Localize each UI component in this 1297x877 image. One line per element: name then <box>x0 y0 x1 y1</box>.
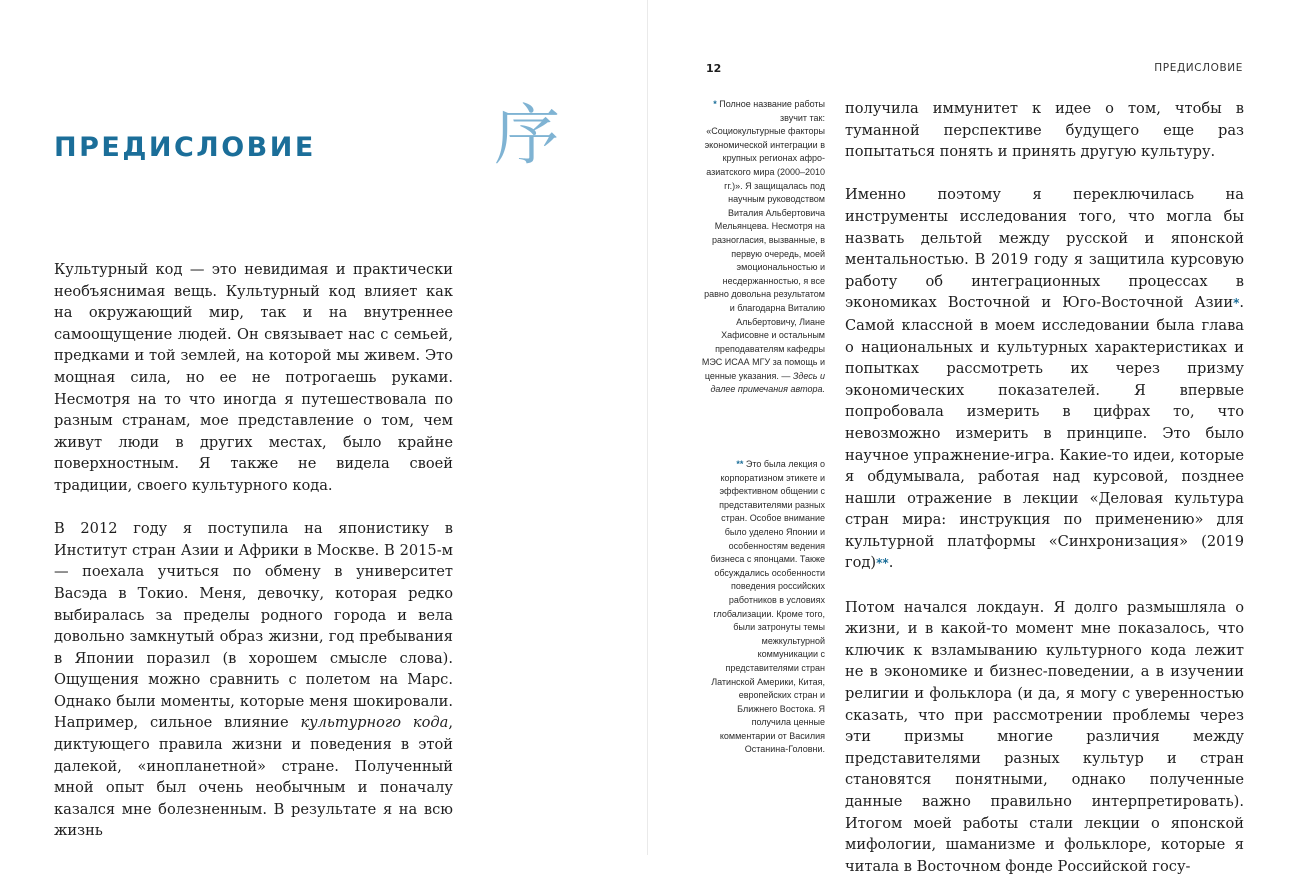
footnote-ref-2[interactable]: ** <box>876 556 889 571</box>
footnote-text: Полное название работы звучит так: «Социокультурные факторы экономической интеграции в крупных регионах афро-азиатского мира (2000–2010 гг.)». Я защищалась под научным руководством Виталия Альбертовича Мельянцева. Несмотря на разногласия, вызванные, в первую очередь, моей эмоциональностью и несдержанностью, я все равно довольна результатом и благодарна Виталию Альбертовичу, Лиане Хафисовне и остальным преподавателям кафедры МЭС ИСАА МГУ за помощь и ценные указания. — <box>701 99 825 381</box>
right-body-text <box>845 98 1244 877</box>
footnote-text: Это была лекция о корпоратизном этикете и эффективном общении с представителями разных стран. Особое внимание было уделено Японии и особенностям ведения бизнеса с японцами. Также обсуждались особенности поведения российских работников в условиях глобализации. Кроме того, были затронуты темы межкультурной коммуникации с представителями стран Латинской Америки, Китая, европейских стран и Ближнего Востока. Я получила ценные комментарии от Василия Останина-Головни. <box>710 459 825 755</box>
footnote-2 <box>700 458 825 757</box>
kanji-ornament: 序 <box>494 97 560 174</box>
chapter-title: ПРЕДИСЛОВИЕ <box>54 132 316 163</box>
paragraph-text: В 2012 году я поступила на японистику в Институт стран Азии и Африки в Москве. В 2015-м — поехала учиться по обмену в университет Васэда в Токио. Меня, девочку, которая редко выбиралась за пределы родного города и вела довольно замкнутый образ жизни, год пребывания в Японии поразил (в хорошем смысле слова). Ощущения можно сравнить с полетом на Марс. Однако были моменты, которые меня шокировали. Например, сильное влияние <box>54 520 453 732</box>
running-header: ПРЕДИСЛОВИЕ <box>1154 62 1243 74</box>
paragraph: получила иммунитет к идее о том, чтобы в туманной перспективе будущего еще раз попытаться понять и принять другую культуру. <box>845 100 1244 161</box>
paragraph-text: . Самой классной в моем исследовании была глава о национальных и культурных характеристиках и попытках рассмотреть их через призму экономических показателей. Я впервые попробовала измерить в цифрах то, что невозможно измерить в принципе. Это было научное упражнение-игра. Какие-то идеи, которые я обдумывала, работая над курсовой, позднее нашли отражение в лекции «Деловая культура стран мира: инструкция по применению» для культурной платформы «Синхронизация» (2019 год) <box>845 294 1244 572</box>
italic-term: культурного кода <box>300 714 449 732</box>
paragraph-text: . <box>888 554 894 572</box>
footnote-ref-1[interactable]: * <box>1233 296 1240 311</box>
left-body-text <box>54 259 453 842</box>
paragraph-text: Именно поэтому я переключилась на инструменты исследования того, что могла бы назвать дельтой между русской и японской ментальностью. В 2019 году я защитила курсовую работу об интеграционных процессах в экономиках Восточной и Юго-Восточной Азии <box>845 186 1244 312</box>
left-page <box>0 0 648 855</box>
paragraph <box>845 184 1244 575</box>
footnote-note: Здесь и далее примечания автора. <box>710 370 825 395</box>
paragraph-text: , диктующего правила жизни и поведения в этой далекой, «инопланетной» стране. Полученный мной опыт был очень необычным и поначалу казался мне болезненным. В результате я на всю жизнь <box>54 714 453 840</box>
footnote-marker: ** <box>736 459 744 469</box>
paragraph <box>54 518 453 842</box>
footnote-1 <box>700 98 825 397</box>
paragraph: Потом начался локдаун. Я долго размышляла о жизни, и в какой-то момент мне показалось, что ключик к взламыванию культурного кода лежит не в экономике и бизнес-поведении, а в изучении религии и фольклора (и да, я могу с уверенностью сказать, что при рассмотрении проблемы через эти призмы многие различия между представителями разных культур и стран становятся понятными, однако полученные данные важно правильно интерпретировать). Итогом моей работы стали лекции о японской мифологии, шаманизме и фольклоре, которые я читала в Восточном фонде Российской госу- <box>845 598 1244 875</box>
page-number: 12 <box>706 62 722 75</box>
paragraph: Культурный код — это невидимая и практически необъяснимая вещь. Культурный код влияет как на окружающий мир, так и на внутреннее самоощущение людей. Он связывает нас с семьей, предками и той землей, на которой мы живем. Это мощная сила, но ее не потрогаешь руками. Несмотря на то что иногда я путешествовала по разным странам, мое представление о том, чем живут люди в других местах, было крайне поверхностным. Я также не видела своей традиции, своего культурного кода. <box>54 261 453 494</box>
footnote-marker: * <box>713 99 717 109</box>
